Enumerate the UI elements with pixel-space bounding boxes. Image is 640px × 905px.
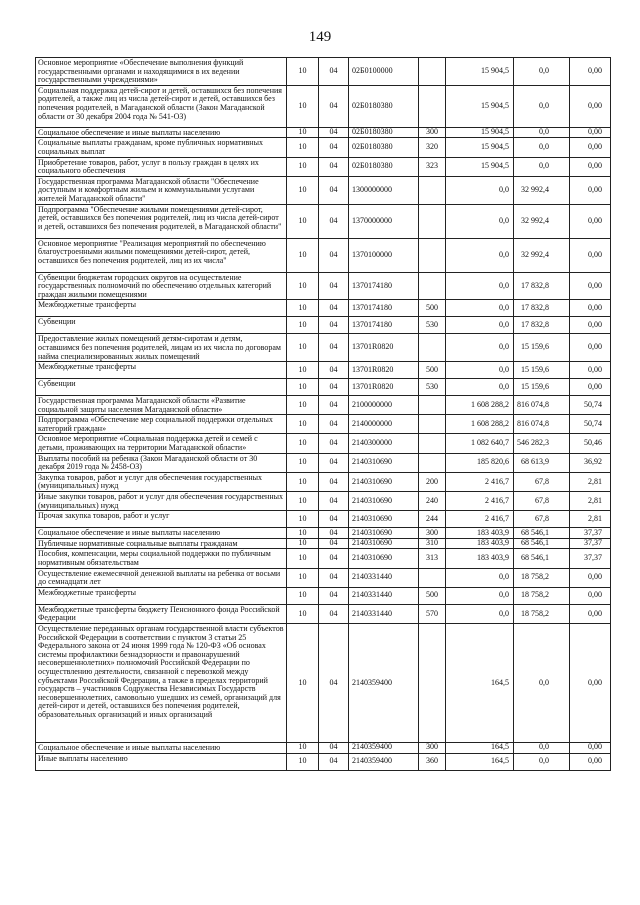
row-expense-type-cell	[419, 272, 446, 300]
row-expense-type-cell: 570	[419, 604, 446, 623]
row-approved-amount-cell: 1 608 288,2	[446, 396, 514, 415]
row-percent-cell: 0,00	[570, 238, 611, 272]
table-row	[36, 492, 611, 511]
row-name-cell: Межбюджетные трансферты	[36, 362, 287, 379]
table-row	[36, 272, 611, 300]
row-section-cell: 10	[287, 528, 319, 539]
row-target-article-cell: 2100000000	[349, 396, 419, 415]
row-name-cell: Предоставление жилых помещений детям-сиротам и детям, оставшимся без попечения родителей, лицам из их числа по договорам найма специализированных жилых помещений	[36, 334, 287, 362]
row-target-article-cell: 1370174180	[349, 272, 419, 300]
row-expense-type-cell	[419, 204, 446, 238]
row-executed-amount-cell: 18 758,2	[514, 604, 570, 623]
table-row	[36, 742, 611, 753]
row-name-cell: Основное мероприятие "Реализация мероприятий по обеспечению благоустроенными жилыми помещениями детей-сирот, детей, оставшихся без попечения родителей, лиц из их числа"	[36, 238, 287, 272]
row-section-cell: 10	[287, 272, 319, 300]
row-percent-cell: 0,00	[570, 334, 611, 362]
row-name-cell: Подпрограмма «Обеспечение мер социальной поддержки отдельных категорий граждан»	[36, 415, 287, 434]
row-name-cell: Выплаты пособий на ребенка (Закон Магаданской области от 30 декабря 2019 года № 2458-ОЗ)	[36, 453, 287, 472]
table-row	[36, 238, 611, 272]
row-name-cell: Межбюджетные трансферты	[36, 300, 287, 317]
row-approved-amount-cell: 0,0	[446, 300, 514, 317]
row-section-cell: 10	[287, 623, 319, 742]
row-subsection-cell: 04	[319, 300, 349, 317]
table-row	[36, 511, 611, 528]
row-expense-type-cell	[419, 176, 446, 204]
budget-table	[35, 57, 611, 771]
row-expense-type-cell	[419, 415, 446, 434]
row-subsection-cell: 04	[319, 549, 349, 568]
row-subsection-cell: 04	[319, 204, 349, 238]
row-target-article-cell: 2140310690	[349, 511, 419, 528]
row-section-cell: 10	[287, 204, 319, 238]
row-name-cell: Осуществление переданных органам государственной власти субъектов Российской Федерации в соответствии с пунктом 3 статьи 25 Федерального закона от 24 июня 1999 года № 120-ФЗ «Об основах системы профилактики безнадзорности и правонарушений несовершеннолетних» полномочий Российской Федерации по осуществлению деятельности, связанной с перевозкой между субъектами Российской Федерации, а также в пределах территорий государств – участников Содружества Независимых Государств несовершеннолетних, самовольно ушедших из семей, организаций для детей-сирот и детей, оставшихся без попечения родителей, образовательных организаций и иных организаций	[36, 623, 287, 742]
row-approved-amount-cell: 1 608 288,2	[446, 415, 514, 434]
row-approved-amount-cell: 164,5	[446, 623, 514, 742]
row-expense-type-cell	[419, 568, 446, 587]
row-name-cell: Субвенции	[36, 317, 287, 334]
row-percent-cell: 0,00	[570, 58, 611, 86]
row-name-cell: Иные закупки товаров, работ и услуг для обеспечения государственных (муниципальных) нужд	[36, 492, 287, 511]
row-target-article-cell: 13701R0820	[349, 379, 419, 396]
row-expense-type-cell: 530	[419, 379, 446, 396]
row-executed-amount-cell: 68 613,9	[514, 453, 570, 472]
row-name-cell: Социальное обеспечение и иные выплаты населению	[36, 528, 287, 539]
table-row	[36, 127, 611, 138]
row-approved-amount-cell: 164,5	[446, 742, 514, 753]
row-section-cell: 10	[287, 492, 319, 511]
row-name-cell: Социальные выплаты гражданам, кроме публичных нормативных социальных выплат	[36, 138, 287, 157]
row-target-article-cell: 2140310690	[349, 528, 419, 539]
table-row	[36, 396, 611, 415]
row-expense-type-cell: 323	[419, 157, 446, 176]
row-approved-amount-cell: 2 416,7	[446, 472, 514, 491]
row-percent-cell: 0,00	[570, 176, 611, 204]
row-subsection-cell: 04	[319, 334, 349, 362]
row-section-cell: 10	[287, 58, 319, 86]
row-expense-type-cell: 244	[419, 511, 446, 528]
row-target-article-cell: 2140310690	[349, 453, 419, 472]
row-name-cell: Государственная программа Магаданской области «Развитие социальной защиты населения Магаданской области»	[36, 396, 287, 415]
row-name-cell: Социальное обеспечение и иные выплаты населению	[36, 742, 287, 753]
row-executed-amount-cell: 15 159,6	[514, 334, 570, 362]
row-expense-type-cell	[419, 453, 446, 472]
row-subsection-cell: 04	[319, 157, 349, 176]
row-percent-cell: 0,00	[570, 204, 611, 238]
row-approved-amount-cell: 0,0	[446, 604, 514, 623]
row-target-article-cell: 2140331440	[349, 587, 419, 604]
row-approved-amount-cell: 0,0	[446, 204, 514, 238]
row-percent-cell: 37,37	[570, 549, 611, 568]
row-executed-amount-cell: 0,0	[514, 157, 570, 176]
row-subsection-cell: 04	[319, 85, 349, 127]
row-subsection-cell: 04	[319, 415, 349, 434]
row-expense-type-cell	[419, 396, 446, 415]
row-percent-cell: 0,00	[570, 157, 611, 176]
row-subsection-cell: 04	[319, 317, 349, 334]
row-target-article-cell: 2140359400	[349, 742, 419, 753]
row-executed-amount-cell: 17 832,8	[514, 272, 570, 300]
row-executed-amount-cell: 32 992,4	[514, 176, 570, 204]
table-row	[36, 204, 611, 238]
row-section-cell: 10	[287, 587, 319, 604]
row-percent-cell: 0,00	[570, 317, 611, 334]
row-expense-type-cell: 500	[419, 362, 446, 379]
row-subsection-cell: 04	[319, 472, 349, 491]
row-section-cell: 10	[287, 396, 319, 415]
row-section-cell: 10	[287, 753, 319, 770]
row-approved-amount-cell: 185 820,6	[446, 453, 514, 472]
table-row	[36, 317, 611, 334]
row-executed-amount-cell: 67,8	[514, 511, 570, 528]
table-row	[36, 623, 611, 742]
row-section-cell: 10	[287, 434, 319, 453]
row-section-cell: 10	[287, 379, 319, 396]
table-row	[36, 753, 611, 770]
row-target-article-cell: 2140331440	[349, 604, 419, 623]
row-subsection-cell: 04	[319, 623, 349, 742]
row-expense-type-cell: 310	[419, 538, 446, 549]
row-percent-cell: 0,00	[570, 604, 611, 623]
row-name-cell: Подпрограмма "Обеспечение жилыми помещениями детей-сирот, детей, оставшихся без попечения родителей, лиц из числа детей-сирот и детей, оставшихся без попечения родителей, в Магаданской области"	[36, 204, 287, 238]
row-executed-amount-cell: 15 159,6	[514, 362, 570, 379]
row-approved-amount-cell: 15 904,5	[446, 157, 514, 176]
row-percent-cell: 37,37	[570, 538, 611, 549]
row-subsection-cell: 04	[319, 753, 349, 770]
row-executed-amount-cell: 0,0	[514, 623, 570, 742]
table-row	[36, 379, 611, 396]
row-target-article-cell: 2140310690	[349, 492, 419, 511]
row-section-cell: 10	[287, 511, 319, 528]
row-executed-amount-cell: 68 546,1	[514, 528, 570, 539]
row-executed-amount-cell: 816 074,8	[514, 396, 570, 415]
row-executed-amount-cell: 18 758,2	[514, 568, 570, 587]
row-expense-type-cell: 240	[419, 492, 446, 511]
row-executed-amount-cell: 0,0	[514, 742, 570, 753]
row-target-article-cell: 2140331440	[349, 568, 419, 587]
row-expense-type-cell	[419, 85, 446, 127]
row-approved-amount-cell: 0,0	[446, 362, 514, 379]
row-approved-amount-cell: 15 904,5	[446, 58, 514, 86]
row-executed-amount-cell: 68 546,1	[514, 538, 570, 549]
row-approved-amount-cell: 0,0	[446, 334, 514, 362]
row-name-cell: Закупка товаров, работ и услуг для обеспечения государственных (муниципальных) нужд	[36, 472, 287, 491]
row-target-article-cell: 02Б0180380	[349, 127, 419, 138]
row-section-cell: 10	[287, 415, 319, 434]
row-percent-cell: 2,81	[570, 472, 611, 491]
row-section-cell: 10	[287, 362, 319, 379]
row-executed-amount-cell: 15 159,6	[514, 379, 570, 396]
row-subsection-cell: 04	[319, 272, 349, 300]
row-approved-amount-cell: 183 403,9	[446, 538, 514, 549]
row-executed-amount-cell: 32 992,4	[514, 238, 570, 272]
row-percent-cell: 0,00	[570, 753, 611, 770]
row-section-cell: 10	[287, 604, 319, 623]
row-percent-cell: 50,74	[570, 415, 611, 434]
table-row	[36, 300, 611, 317]
row-percent-cell: 0,00	[570, 742, 611, 753]
row-target-article-cell: 02Б0180380	[349, 157, 419, 176]
row-section-cell: 10	[287, 138, 319, 157]
row-name-cell: Иные выплаты населению	[36, 753, 287, 770]
table-row	[36, 85, 611, 127]
row-subsection-cell: 04	[319, 434, 349, 453]
row-subsection-cell: 04	[319, 238, 349, 272]
row-subsection-cell: 04	[319, 538, 349, 549]
table-row	[36, 434, 611, 453]
row-section-cell: 10	[287, 453, 319, 472]
table-row	[36, 453, 611, 472]
row-section-cell: 10	[287, 157, 319, 176]
row-target-article-cell: 2140359400	[349, 623, 419, 742]
row-approved-amount-cell: 15 904,5	[446, 127, 514, 138]
row-expense-type-cell	[419, 238, 446, 272]
row-target-article-cell: 2140000000	[349, 415, 419, 434]
row-approved-amount-cell: 0,0	[446, 176, 514, 204]
row-executed-amount-cell: 0,0	[514, 127, 570, 138]
row-target-article-cell: 1300000000	[349, 176, 419, 204]
row-name-cell: Основное мероприятие «Социальная поддержка детей и семей с детьми, проживающих на территории Магаданской области»	[36, 434, 287, 453]
table-row	[36, 334, 611, 362]
row-subsection-cell: 04	[319, 453, 349, 472]
row-name-cell: Субвенции бюджетам городских округов на осуществление государственных полномочий по обеспечению отдельных категорий граждан жилыми помещениями	[36, 272, 287, 300]
row-approved-amount-cell: 183 403,9	[446, 549, 514, 568]
row-target-article-cell: 1370174180	[349, 300, 419, 317]
row-subsection-cell: 04	[319, 362, 349, 379]
row-target-article-cell: 1370174180	[349, 317, 419, 334]
table-row	[36, 538, 611, 549]
row-target-article-cell: 1370100000	[349, 238, 419, 272]
table-row	[36, 549, 611, 568]
row-approved-amount-cell: 0,0	[446, 379, 514, 396]
row-percent-cell: 0,00	[570, 379, 611, 396]
row-executed-amount-cell: 0,0	[514, 753, 570, 770]
row-target-article-cell: 02Б0180380	[349, 138, 419, 157]
row-percent-cell: 50,74	[570, 396, 611, 415]
row-percent-cell: 2,81	[570, 492, 611, 511]
row-target-article-cell: 02Б0180380	[349, 85, 419, 127]
row-expense-type-cell: 300	[419, 742, 446, 753]
row-subsection-cell: 04	[319, 568, 349, 587]
row-expense-type-cell: 300	[419, 528, 446, 539]
row-name-cell: Социальное обеспечение и иные выплаты населению	[36, 127, 287, 138]
row-expense-type-cell: 530	[419, 317, 446, 334]
table-body	[36, 58, 611, 771]
row-percent-cell: 50,46	[570, 434, 611, 453]
row-executed-amount-cell: 68 546,1	[514, 549, 570, 568]
row-expense-type-cell: 320	[419, 138, 446, 157]
row-expense-type-cell	[419, 334, 446, 362]
row-section-cell: 10	[287, 127, 319, 138]
row-expense-type-cell	[419, 623, 446, 742]
row-target-article-cell: 2140310690	[349, 538, 419, 549]
row-section-cell: 10	[287, 742, 319, 753]
row-percent-cell: 36,92	[570, 453, 611, 472]
row-section-cell: 10	[287, 568, 319, 587]
table-row	[36, 472, 611, 491]
row-approved-amount-cell: 164,5	[446, 753, 514, 770]
row-executed-amount-cell: 67,8	[514, 472, 570, 491]
row-target-article-cell: 2140310690	[349, 549, 419, 568]
row-executed-amount-cell: 18 758,2	[514, 587, 570, 604]
row-executed-amount-cell: 17 832,8	[514, 317, 570, 334]
row-percent-cell: 37,37	[570, 528, 611, 539]
row-target-article-cell: 2140300000	[349, 434, 419, 453]
row-percent-cell: 0,00	[570, 85, 611, 127]
row-expense-type-cell: 200	[419, 472, 446, 491]
row-target-article-cell: 2140359400	[349, 753, 419, 770]
table-row	[36, 415, 611, 434]
row-percent-cell: 0,00	[570, 623, 611, 742]
row-executed-amount-cell: 0,0	[514, 138, 570, 157]
row-executed-amount-cell: 67,8	[514, 492, 570, 511]
row-section-cell: 10	[287, 317, 319, 334]
row-percent-cell: 0,00	[570, 587, 611, 604]
row-section-cell: 10	[287, 334, 319, 362]
row-expense-type-cell: 500	[419, 587, 446, 604]
row-percent-cell: 0,00	[570, 568, 611, 587]
table-row	[36, 138, 611, 157]
row-approved-amount-cell: 183 403,9	[446, 528, 514, 539]
row-name-cell: Прочая закупка товаров, работ и услуг	[36, 511, 287, 528]
row-percent-cell: 0,00	[570, 362, 611, 379]
row-approved-amount-cell: 0,0	[446, 272, 514, 300]
row-target-article-cell: 02Б0100000	[349, 58, 419, 86]
table-row	[36, 157, 611, 176]
row-approved-amount-cell: 0,0	[446, 238, 514, 272]
row-subsection-cell: 04	[319, 587, 349, 604]
row-target-article-cell: 2140310690	[349, 472, 419, 491]
table-row	[36, 362, 611, 379]
row-percent-cell: 0,00	[570, 127, 611, 138]
table-row	[36, 528, 611, 539]
row-approved-amount-cell: 0,0	[446, 317, 514, 334]
table-row	[36, 568, 611, 587]
row-subsection-cell: 04	[319, 396, 349, 415]
row-percent-cell: 0,00	[570, 272, 611, 300]
row-percent-cell: 0,00	[570, 138, 611, 157]
row-section-cell: 10	[287, 176, 319, 204]
row-approved-amount-cell: 2 416,7	[446, 492, 514, 511]
row-subsection-cell: 04	[319, 127, 349, 138]
row-approved-amount-cell: 15 904,5	[446, 138, 514, 157]
row-name-cell: Публичные нормативные социальные выплаты гражданам	[36, 538, 287, 549]
row-expense-type-cell: 300	[419, 127, 446, 138]
row-subsection-cell: 04	[319, 176, 349, 204]
row-subsection-cell: 04	[319, 492, 349, 511]
row-executed-amount-cell: 0,0	[514, 85, 570, 127]
row-name-cell: Пособия, компенсации, меры социальной поддержки по публичным нормативным обязательствам	[36, 549, 287, 568]
row-name-cell: Осуществление ежемесячной денежной выплаты на ребенка от восьми до семнадцати лет	[36, 568, 287, 587]
row-section-cell: 10	[287, 85, 319, 127]
row-subsection-cell: 04	[319, 528, 349, 539]
table-row	[36, 604, 611, 623]
row-executed-amount-cell: 17 832,8	[514, 300, 570, 317]
row-approved-amount-cell: 0,0	[446, 568, 514, 587]
row-section-cell: 10	[287, 538, 319, 549]
row-approved-amount-cell: 15 904,5	[446, 85, 514, 127]
row-section-cell: 10	[287, 300, 319, 317]
row-expense-type-cell: 500	[419, 300, 446, 317]
row-name-cell: Межбюджетные трансферты	[36, 587, 287, 604]
row-approved-amount-cell: 2 416,7	[446, 511, 514, 528]
row-executed-amount-cell: 816 074,8	[514, 415, 570, 434]
page-number: 149	[308, 29, 332, 45]
row-name-cell: Государственная программа Магаданской области "Обеспечение доступным и комфортным жильем и коммунальными услугами жителей Магаданской области"	[36, 176, 287, 204]
row-subsection-cell: 04	[319, 379, 349, 396]
row-subsection-cell: 04	[319, 138, 349, 157]
row-percent-cell: 0,00	[570, 300, 611, 317]
row-expense-type-cell: 313	[419, 549, 446, 568]
row-subsection-cell: 04	[319, 58, 349, 86]
row-name-cell: Социальная поддержка детей-сирот и детей, оставшихся без попечения родителей, а также лиц из числа детей-сирот и детей, оставшихся без попечения родителей, в Магаданской области (Закон Магаданской области от 30 декабря 2004 года № 541-ОЗ)	[36, 85, 287, 127]
row-executed-amount-cell: 0,0	[514, 58, 570, 86]
table-row	[36, 587, 611, 604]
row-section-cell: 10	[287, 549, 319, 568]
row-name-cell: Субвенции	[36, 379, 287, 396]
row-approved-amount-cell: 1 082 640,7	[446, 434, 514, 453]
row-name-cell: Межбюджетные трансферты бюджету Пенсионного фонда Российской Федерации	[36, 604, 287, 623]
table-row	[36, 58, 611, 86]
table-row	[36, 176, 611, 204]
row-expense-type-cell	[419, 58, 446, 86]
row-executed-amount-cell: 32 992,4	[514, 204, 570, 238]
row-target-article-cell: 13701R0820	[349, 334, 419, 362]
row-subsection-cell: 04	[319, 511, 349, 528]
row-section-cell: 10	[287, 238, 319, 272]
row-name-cell: Приобретение товаров, работ, услуг в пользу граждан в целях их социального обеспечения	[36, 157, 287, 176]
row-subsection-cell: 04	[319, 742, 349, 753]
row-name-cell: Основное мероприятие «Обеспечение выполнения функций государственными органами и находящимися в их ведении государственными учреждениями»	[36, 58, 287, 86]
row-expense-type-cell	[419, 434, 446, 453]
row-target-article-cell: 13701R0820	[349, 362, 419, 379]
row-expense-type-cell: 360	[419, 753, 446, 770]
row-subsection-cell: 04	[319, 604, 349, 623]
row-approved-amount-cell: 0,0	[446, 587, 514, 604]
row-target-article-cell: 1370000000	[349, 204, 419, 238]
row-executed-amount-cell: 546 282,3	[514, 434, 570, 453]
row-section-cell: 10	[287, 472, 319, 491]
row-percent-cell: 2,81	[570, 511, 611, 528]
